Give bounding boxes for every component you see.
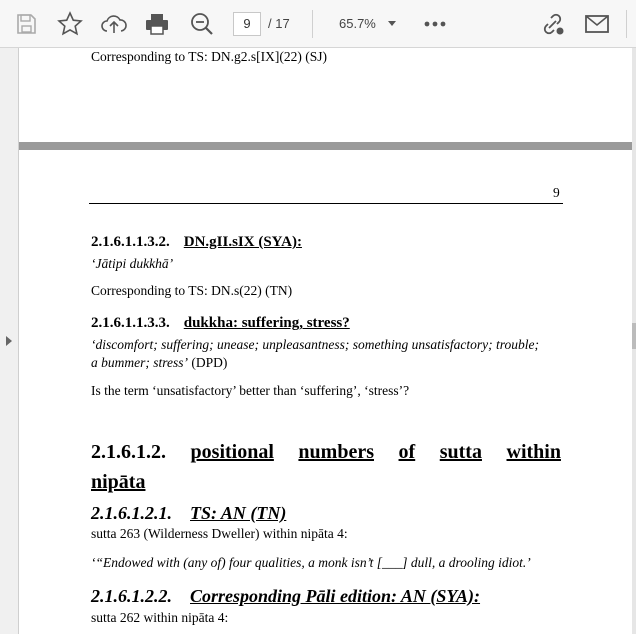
quote-text: ‘“Endowed with (any of) four qualities, a monk isn’t [___] dull, a drooling idiot.’: [91, 555, 531, 570]
corresponding-text: Corresponding to TS: DN.s(22) (TN): [91, 283, 293, 298]
zoom-value: 65.7%: [339, 16, 376, 31]
bookmark-star-icon[interactable]: [56, 10, 84, 38]
previous-page-line: Corresponding to TS: DN.g2.s[IX](22) (SJ): [91, 49, 327, 64]
sutta-text: sutta 263 (Wilderness Dweller) within nipāta 4:: [91, 526, 348, 541]
definition-line: a bummer; stress’ (DPD): [91, 355, 228, 370]
right-panel-handle[interactable]: [632, 323, 636, 349]
left-panel-toggle[interactable]: [0, 48, 19, 634]
upload-cloud-icon[interactable]: [100, 10, 128, 38]
main-heading-line2: nipāta: [91, 471, 146, 493]
chevron-down-icon: [388, 21, 396, 26]
chevron-right-icon: [6, 336, 12, 346]
email-icon[interactable]: [583, 10, 611, 38]
save-icon[interactable]: [12, 10, 40, 38]
header-rule: [89, 203, 563, 204]
definition-line: ‘discomfort; suffering; unease; unpleasantness; something unsatisfactory; trouble;: [91, 337, 539, 352]
section-heading: 2.1.6.1.1.3.3. dukkha: suffering, stress?: [91, 315, 350, 331]
page-number: 9: [553, 185, 560, 200]
section-italic-text: ‘Jātipi dukkhā’: [91, 256, 174, 271]
section-heading: 2.1.6.1.1.3.2. DN.gII.sIX (SYA):: [91, 234, 302, 250]
question-text: Is the term ‘unsatisfactory’ better than ‘suffering’, ‘stress’?: [91, 383, 410, 398]
page-number-input[interactable]: 9: [233, 12, 261, 36]
sutta-text: sutta 262 within nipāta 4:: [91, 610, 229, 625]
pdf-page-previous: [19, 48, 632, 142]
document-viewer[interactable]: [0, 48, 636, 634]
more-tools-icon[interactable]: [421, 10, 449, 38]
main-heading: 2.1.6.1.2. positional numbers of sutta within: [91, 441, 561, 463]
zoom-out-icon[interactable]: [188, 10, 216, 38]
page-total: / 17: [268, 16, 290, 31]
subsection-heading: 2.1.6.1.2.1. TS: AN (TN): [91, 503, 287, 523]
pdf-page: [19, 150, 632, 634]
print-icon[interactable]: [143, 10, 171, 38]
toolbar-divider-right: [626, 10, 627, 38]
zoom-select[interactable]: [330, 12, 404, 36]
subsection-heading: 2.1.6.1.2.2. Corresponding Pāli edition: AN (SYA):: [91, 586, 481, 606]
toolbar-divider: [312, 10, 313, 38]
toolbar: [0, 0, 636, 48]
share-link-icon[interactable]: [539, 10, 567, 38]
page-separator: [19, 142, 632, 150]
